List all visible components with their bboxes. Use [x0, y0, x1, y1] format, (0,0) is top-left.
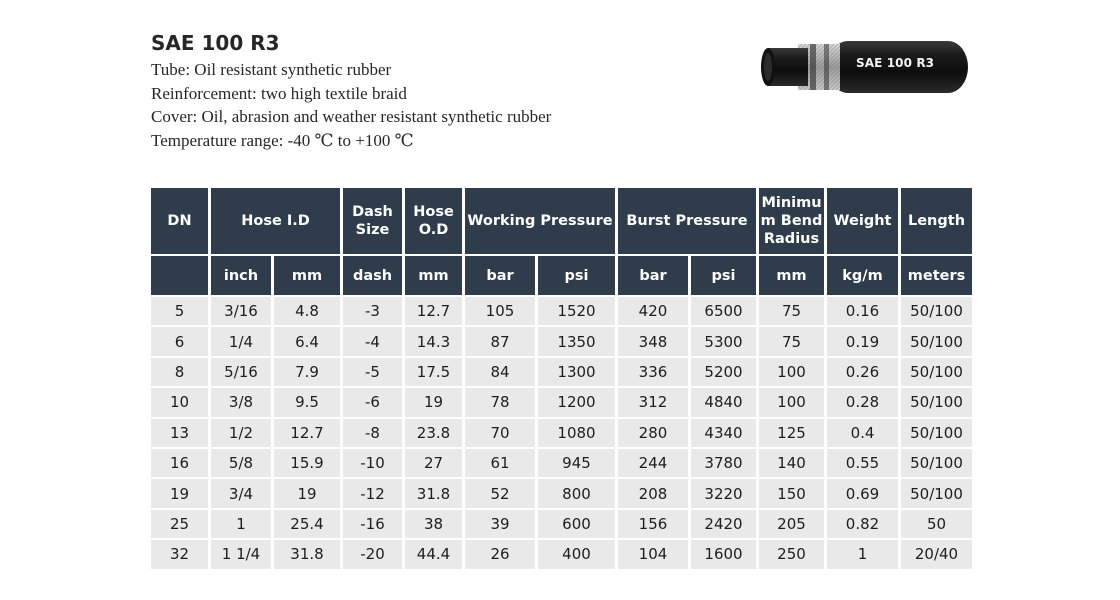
unit-header-cell: bar [618, 256, 688, 295]
cell-od-mm: 27 [405, 449, 462, 477]
col-header-hose-od-line1: Hose [413, 204, 454, 220]
cell-od-mm: 17.5 [405, 358, 462, 386]
col-header-working-pressure: Working Pressure [465, 188, 615, 254]
cell-work-bar: 78 [465, 388, 535, 416]
cell-od-mm: 31.8 [405, 479, 462, 507]
cell-bend-mm: 150 [759, 479, 824, 507]
col-header-burst-pressure: Burst Pressure [618, 188, 756, 254]
cell-inch: 5/16 [211, 358, 271, 386]
col-header-hose-id: Hose I.D [211, 188, 340, 254]
cell-inch: 1 [211, 510, 271, 538]
cell-length: 50/100 [901, 419, 972, 447]
hose-label: SAE 100 R3 [856, 56, 935, 70]
table-body [151, 297, 972, 569]
cell-mm: 15.9 [274, 449, 340, 477]
table-row [151, 297, 972, 325]
cell-work-psi: 800 [538, 479, 615, 507]
cell-burst-psi: 5200 [691, 358, 756, 386]
cell-length: 50/100 [901, 388, 972, 416]
cell-dn: 19 [151, 479, 208, 507]
cell-burst-psi: 1600 [691, 540, 756, 568]
col-header-dn: DN [151, 188, 208, 254]
cell-work-psi: 1080 [538, 419, 615, 447]
cell-bend-mm: 205 [759, 510, 824, 538]
cell-weight: 0.26 [827, 358, 898, 386]
cell-dash: -4 [343, 327, 402, 355]
cell-dn: 32 [151, 540, 208, 568]
cell-length: 50/100 [901, 479, 972, 507]
cell-work-bar: 87 [465, 327, 535, 355]
cell-dn: 13 [151, 419, 208, 447]
cell-burst-psi: 2420 [691, 510, 756, 538]
cell-work-psi: 1300 [538, 358, 615, 386]
cell-burst-psi: 4340 [691, 419, 756, 447]
cell-dash: -3 [343, 297, 402, 325]
cell-burst-bar: 208 [618, 479, 688, 507]
cell-dn: 5 [151, 297, 208, 325]
cell-length: 50/100 [901, 297, 972, 325]
cell-dash: -16 [343, 510, 402, 538]
cell-inch: 5/8 [211, 449, 271, 477]
cell-dash: -12 [343, 479, 402, 507]
cell-burst-psi: 5300 [691, 327, 756, 355]
cell-burst-psi: 3780 [691, 449, 756, 477]
cell-dash: -5 [343, 358, 402, 386]
cell-weight: 0.28 [827, 388, 898, 416]
cell-work-psi: 400 [538, 540, 615, 568]
cell-od-mm: 19 [405, 388, 462, 416]
cell-length: 50/100 [901, 327, 972, 355]
cell-weight: 1 [827, 540, 898, 568]
cell-work-bar: 105 [465, 297, 535, 325]
cell-mm: 6.4 [274, 327, 340, 355]
col-header-min-bend-radius-line2: m Bend [760, 213, 823, 229]
unit-header-cell: dash [343, 256, 402, 295]
cell-dash: -10 [343, 449, 402, 477]
cell-work-psi: 945 [538, 449, 615, 477]
col-header-min-bend-radius [759, 188, 824, 254]
cell-weight: 0.4 [827, 419, 898, 447]
cell-work-bar: 61 [465, 449, 535, 477]
table-row [151, 327, 972, 355]
table-row [151, 419, 972, 447]
cell-mm: 25.4 [274, 510, 340, 538]
cell-burst-bar: 244 [618, 449, 688, 477]
cell-inch: 3/4 [211, 479, 271, 507]
cell-work-psi: 1520 [538, 297, 615, 325]
cell-dn: 8 [151, 358, 208, 386]
cell-dash: -8 [343, 419, 402, 447]
cell-od-mm: 38 [405, 510, 462, 538]
table-row [151, 388, 972, 416]
cell-work-bar: 84 [465, 358, 535, 386]
cell-bend-mm: 100 [759, 358, 824, 386]
specification-table [148, 186, 975, 571]
cell-inch: 3/16 [211, 297, 271, 325]
col-header-dash-size [343, 188, 402, 254]
cell-length: 50 [901, 510, 972, 538]
cell-bend-mm: 75 [759, 327, 824, 355]
cell-burst-bar: 336 [618, 358, 688, 386]
spec-temperature-range: Temperature range: -40 ℃ to +100 ℃ [151, 130, 414, 150]
cell-work-bar: 39 [465, 510, 535, 538]
cell-mm: 31.8 [274, 540, 340, 568]
table-row [151, 358, 972, 386]
table-row [151, 449, 972, 477]
cell-burst-bar: 420 [618, 297, 688, 325]
col-header-min-bend-radius-line3: Radius [763, 231, 820, 247]
cell-burst-bar: 104 [618, 540, 688, 568]
cell-dn: 10 [151, 388, 208, 416]
cell-mm: 9.5 [274, 388, 340, 416]
cell-length: 50/100 [901, 449, 972, 477]
unit-header-cell: inch [211, 256, 271, 295]
product-title: SAE 100 R3 [151, 31, 280, 55]
cell-weight: 0.19 [827, 327, 898, 355]
cell-burst-psi: 4840 [691, 388, 756, 416]
unit-header-cell: kg/m [827, 256, 898, 295]
unit-header-cell: psi [538, 256, 615, 295]
cell-burst-bar: 280 [618, 419, 688, 447]
cell-weight: 0.55 [827, 449, 898, 477]
cell-od-mm: 23.8 [405, 419, 462, 447]
cell-weight: 0.16 [827, 297, 898, 325]
cell-od-mm: 44.4 [405, 540, 462, 568]
cell-mm: 12.7 [274, 419, 340, 447]
unit-header-cell [151, 256, 208, 295]
unit-header-cell: mm [405, 256, 462, 295]
col-header-weight: Weight [827, 188, 898, 254]
cell-bend-mm: 100 [759, 388, 824, 416]
spec-tube: Tube: Oil resistant synthetic rubber [151, 60, 392, 79]
col-header-length: Length [901, 188, 972, 254]
cell-bend-mm: 75 [759, 297, 824, 325]
cell-work-bar: 52 [465, 479, 535, 507]
cell-length: 50/100 [901, 358, 972, 386]
cell-od-mm: 12.7 [405, 297, 462, 325]
cell-dash: -20 [343, 540, 402, 568]
cell-mm: 19 [274, 479, 340, 507]
unit-header-cell: mm [274, 256, 340, 295]
cell-work-bar: 70 [465, 419, 535, 447]
cell-burst-bar: 312 [618, 388, 688, 416]
unit-header-cell: bar [465, 256, 535, 295]
col-header-dash-size-line2: Size [355, 222, 390, 238]
cell-mm: 4.8 [274, 297, 340, 325]
cell-burst-psi: 6500 [691, 297, 756, 325]
unit-header-cell: psi [691, 256, 756, 295]
cell-burst-psi: 3220 [691, 479, 756, 507]
spec-cover: Cover: Oil, abrasion and weather resistant synthetic rubber [151, 107, 552, 126]
cell-weight: 0.82 [827, 510, 898, 538]
table-row [151, 510, 972, 538]
cell-work-bar: 26 [465, 540, 535, 568]
cell-work-psi: 1200 [538, 388, 615, 416]
cell-inch: 1 1/4 [211, 540, 271, 568]
cell-inch: 1/4 [211, 327, 271, 355]
col-header-hose-od [405, 188, 462, 254]
col-header-min-bend-radius-line1: Minimu [761, 195, 822, 211]
cell-inch: 1/2 [211, 419, 271, 447]
cell-dash: -6 [343, 388, 402, 416]
cell-dn: 16 [151, 449, 208, 477]
cell-bend-mm: 125 [759, 419, 824, 447]
cell-dn: 25 [151, 510, 208, 538]
table-row [151, 479, 972, 507]
unit-header-cell: mm [759, 256, 824, 295]
cell-od-mm: 14.3 [405, 327, 462, 355]
cell-mm: 7.9 [274, 358, 340, 386]
cell-bend-mm: 250 [759, 540, 824, 568]
cell-dn: 6 [151, 327, 208, 355]
product-specs [151, 58, 551, 152]
cell-burst-bar: 156 [618, 510, 688, 538]
cell-work-psi: 1350 [538, 327, 615, 355]
unit-header-cell: meters [901, 256, 972, 295]
spec-reinforcement: Reinforcement: two high textile braid [151, 83, 407, 103]
col-header-dash-size-line1: Dash [352, 204, 393, 220]
col-header-hose-od-line2: O.D [418, 222, 449, 238]
cell-weight: 0.69 [827, 479, 898, 507]
cell-inch: 3/8 [211, 388, 271, 416]
table-row [151, 540, 972, 568]
cell-bend-mm: 140 [759, 449, 824, 477]
cell-work-psi: 600 [538, 510, 615, 538]
unit-header-row [151, 256, 972, 295]
cell-burst-bar: 348 [618, 327, 688, 355]
cell-length: 20/40 [901, 540, 972, 568]
